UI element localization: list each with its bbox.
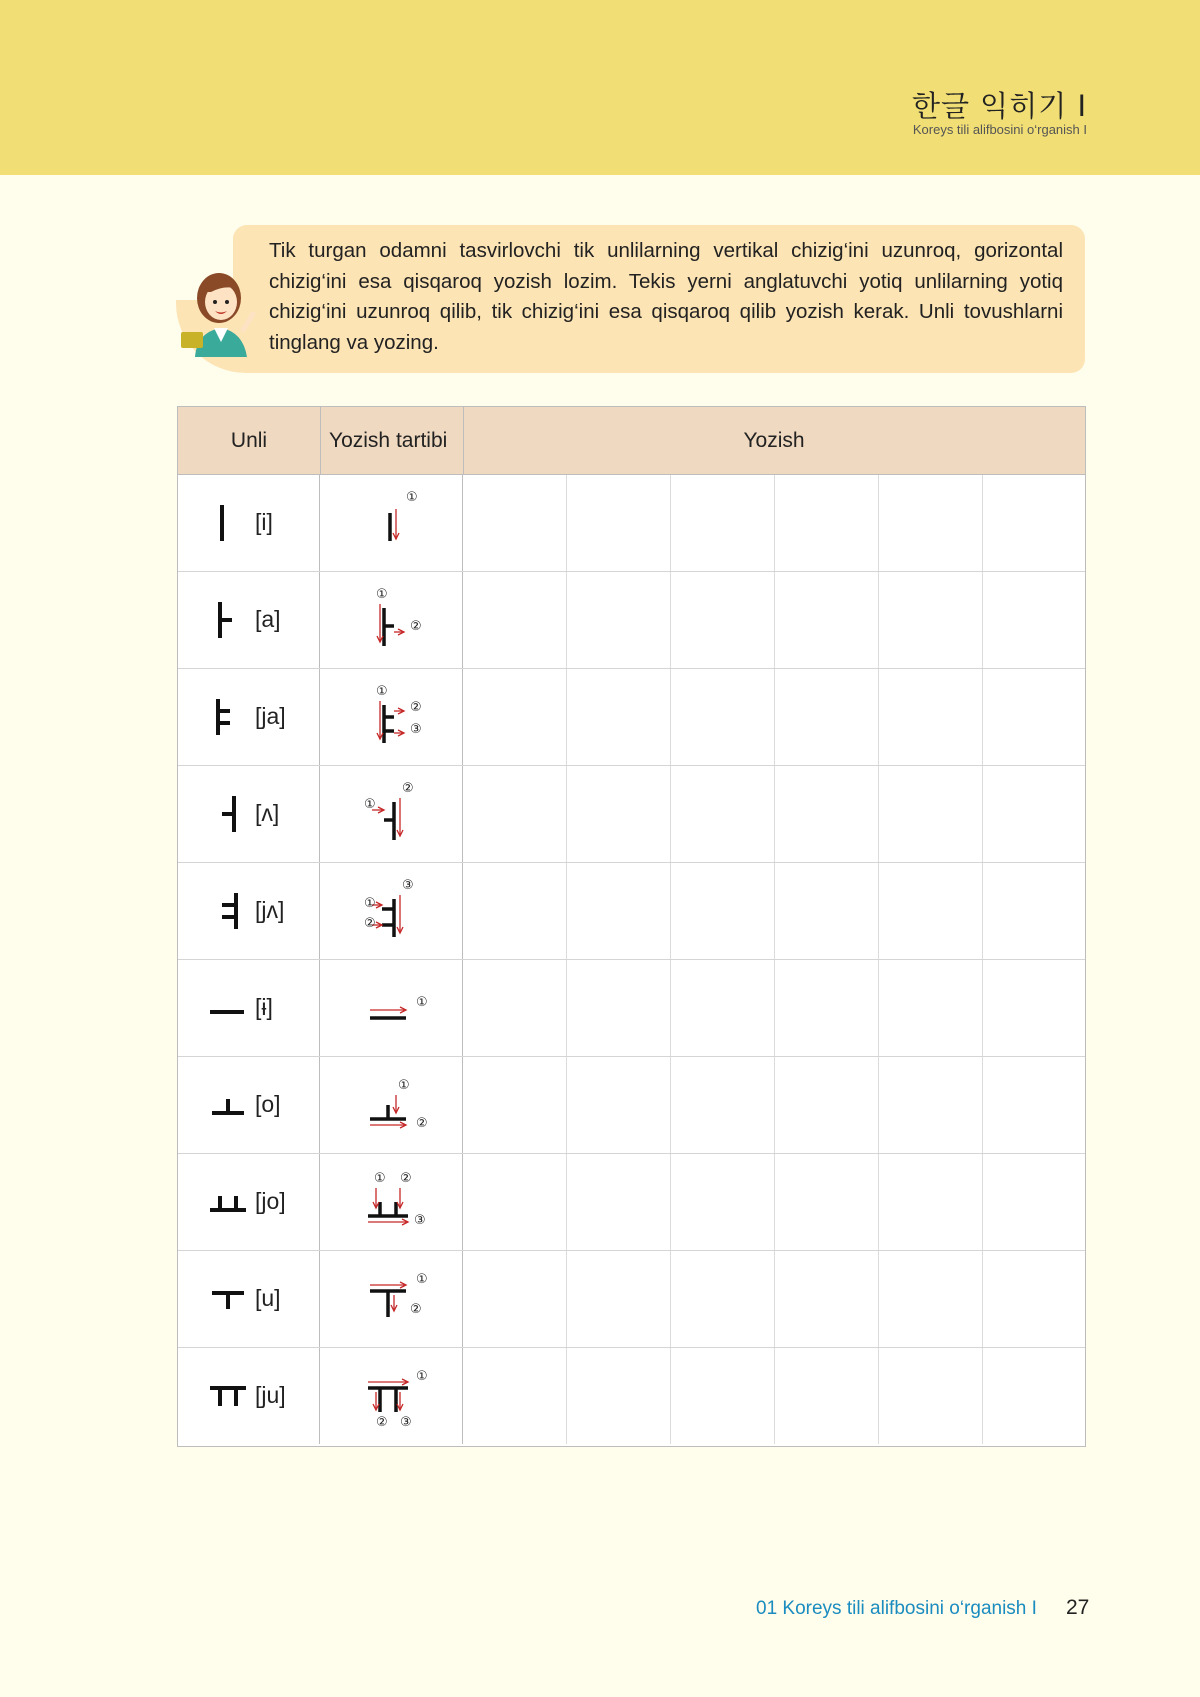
practice-cell[interactable] [879, 1251, 983, 1347]
practice-cell[interactable] [879, 572, 983, 668]
stroke-order-cell [320, 572, 463, 668]
practice-cell[interactable] [983, 1348, 1085, 1444]
practice-cell[interactable] [879, 766, 983, 862]
stroke-order-diagram [348, 770, 436, 860]
vowel-cell [178, 1348, 320, 1444]
vowel-glyph [208, 1083, 252, 1127]
table-row [178, 960, 1085, 1057]
vowel-ipa: [jʌ] [255, 897, 285, 923]
vowel-glyph [208, 598, 252, 642]
vowel-ipa: [a] [255, 606, 281, 632]
stroke-order-cell [320, 669, 463, 765]
header-practice: Yozish [743, 429, 805, 452]
stroke-number: ② [400, 1171, 412, 1186]
vowel-ipa: [ju] [255, 1382, 286, 1408]
vowel-glyph [208, 1277, 252, 1321]
vowel-cell [178, 766, 320, 862]
practice-cell[interactable] [671, 863, 775, 959]
stroke-number: ① [406, 490, 418, 505]
stroke-number: ① [374, 1171, 386, 1186]
header-vowel: Unli [230, 429, 268, 452]
vowel-glyph [208, 792, 252, 836]
practice-cell[interactable] [671, 475, 775, 571]
vowel-glyph [208, 501, 252, 545]
practice-cell[interactable] [567, 1251, 671, 1347]
stroke-order-cell [320, 1348, 463, 1444]
stroke-number: ③ [400, 1415, 412, 1430]
page-number: 27 [1066, 1596, 1090, 1619]
practice-cell[interactable] [671, 1154, 775, 1250]
practice-cell[interactable] [671, 1057, 775, 1153]
vowel-ipa: [i] [255, 509, 273, 535]
vowel-glyph [208, 889, 252, 933]
stroke-number: ① [416, 1272, 428, 1287]
practice-cell[interactable] [671, 960, 775, 1056]
stroke-number: ① [364, 797, 376, 812]
practice-cell[interactable] [879, 1154, 983, 1250]
vowel-glyph [208, 1374, 252, 1418]
vowel-ipa: [ja] [255, 703, 286, 729]
vowel-cell [178, 669, 320, 765]
practice-cell[interactable] [775, 1251, 879, 1347]
practice-cell[interactable] [671, 1251, 775, 1347]
practice-cell[interactable] [879, 960, 983, 1056]
practice-cell[interactable] [567, 960, 671, 1056]
vowel-ipa: [ʌ] [255, 800, 280, 826]
teacher-illustration-icon [181, 262, 261, 362]
practice-cell[interactable] [879, 1057, 983, 1153]
stroke-order-cell [320, 475, 463, 571]
practice-cell[interactable] [775, 1057, 879, 1153]
practice-cell[interactable] [775, 863, 879, 959]
practice-cell[interactable] [983, 863, 1085, 959]
table-row [178, 669, 1085, 766]
vowel-glyph [208, 695, 252, 739]
table-row [178, 572, 1085, 669]
practice-cell[interactable] [463, 1251, 567, 1347]
stroke-order-diagram [348, 1255, 436, 1345]
header-order: Yozish tartibi [329, 429, 448, 452]
footer-chapter: 01 Koreys tili alifbosini o‘rganish I [756, 1598, 1037, 1619]
vowel-cell [178, 1154, 320, 1250]
practice-cell[interactable] [567, 475, 671, 571]
practice-cell[interactable] [983, 572, 1085, 668]
vowel-table [177, 406, 1086, 1447]
practice-cell[interactable] [983, 766, 1085, 862]
stroke-number: ① [416, 995, 428, 1010]
practice-cell[interactable] [463, 1057, 567, 1153]
table-row [178, 1348, 1085, 1445]
practice-cell[interactable] [671, 572, 775, 668]
practice-cell[interactable] [567, 669, 671, 765]
practice-cell[interactable] [567, 572, 671, 668]
stroke-order-cell [320, 863, 463, 959]
stroke-order-diagram [348, 1352, 436, 1442]
stroke-order-cell [320, 1057, 463, 1153]
vowel-ipa: [jo] [255, 1188, 286, 1214]
stroke-order-diagram [348, 576, 436, 666]
vowel-ipa: [u] [255, 1285, 281, 1311]
practice-cell[interactable] [463, 475, 567, 571]
practice-cell[interactable] [983, 1154, 1085, 1250]
practice-cell[interactable] [775, 475, 879, 571]
table-row [178, 1154, 1085, 1251]
header-divider [320, 407, 321, 474]
stroke-order-cell [320, 1154, 463, 1250]
practice-cell[interactable] [463, 766, 567, 862]
stroke-number: ② [416, 1116, 428, 1131]
practice-cell[interactable] [463, 669, 567, 765]
vowel-cell [178, 1057, 320, 1153]
practice-cell[interactable] [567, 766, 671, 862]
instruction-text: Tik turgan odamni tasvirlovchi tik unlilarning vertikal chizig‘ini uzunroq, gorizontal chizig‘ini esa qisqaroq yozish lozim. Tekis yerni anglatuvchi yotiq unlilarning yotiq chizig‘ini uzunroq qilib, tik chizig‘ini esa qisqaroq qilib yozish kerak. Unli tovushlarni tinglang va yozing. [269, 239, 1063, 354]
stroke-order-diagram [348, 964, 436, 1054]
practice-cell[interactable] [463, 572, 567, 668]
stroke-order-diagram [348, 1158, 436, 1248]
practice-cell[interactable] [567, 1057, 671, 1153]
stroke-order-diagram [348, 1061, 436, 1151]
vowel-glyph [208, 986, 252, 1030]
page-subtitle: Koreys tili alifbosini o‘rganish I [912, 122, 1087, 137]
vowel-cell [178, 960, 320, 1056]
stroke-number: ② [410, 1302, 422, 1317]
practice-cell[interactable] [983, 960, 1085, 1056]
stroke-number: ③ [402, 878, 414, 893]
practice-cell[interactable] [879, 669, 983, 765]
stroke-number: ② [364, 916, 376, 931]
practice-cell[interactable] [879, 863, 983, 959]
stroke-number: ① [398, 1078, 410, 1093]
practice-cell[interactable] [983, 475, 1085, 571]
vowel-glyph [208, 1180, 252, 1224]
practice-cell[interactable] [879, 1348, 983, 1444]
vowel-cell [178, 572, 320, 668]
practice-cell[interactable] [983, 669, 1085, 765]
stroke-number: ① [376, 587, 388, 602]
table-row [178, 1057, 1085, 1154]
stroke-number: ② [402, 781, 414, 796]
practice-cell[interactable] [463, 1154, 567, 1250]
vowel-ipa: [ɨ] [255, 994, 273, 1020]
practice-cell[interactable] [775, 960, 879, 1056]
vowel-cell [178, 475, 320, 571]
table-row [178, 863, 1085, 960]
stroke-number: ① [416, 1369, 428, 1384]
stroke-number: ② [410, 619, 422, 634]
practice-cell[interactable] [775, 1154, 879, 1250]
practice-cell[interactable] [671, 1348, 775, 1444]
stroke-order-diagram [348, 479, 436, 569]
practice-cell[interactable] [775, 572, 879, 668]
practice-cell[interactable] [775, 669, 879, 765]
stroke-number: ③ [414, 1213, 426, 1228]
table-row [178, 1251, 1085, 1348]
table-row [178, 766, 1085, 863]
practice-cell[interactable] [879, 475, 983, 571]
practice-cell[interactable] [463, 960, 567, 1056]
stroke-number: ③ [410, 722, 422, 737]
stroke-order-diagram [348, 673, 436, 763]
header-divider [463, 407, 464, 474]
stroke-number: ② [410, 700, 422, 715]
practice-cell[interactable] [671, 766, 775, 862]
practice-cell[interactable] [463, 863, 567, 959]
stroke-order-cell [320, 960, 463, 1056]
practice-cell[interactable] [463, 1348, 567, 1444]
practice-cell[interactable] [567, 863, 671, 959]
practice-cell[interactable] [567, 1154, 671, 1250]
vowel-cell [178, 863, 320, 959]
table-row [178, 475, 1085, 572]
stroke-order-diagram [348, 867, 436, 957]
page-title: 한글 익히기 I [911, 89, 1087, 123]
practice-cell[interactable] [983, 1057, 1085, 1153]
practice-cell[interactable] [671, 669, 775, 765]
vowel-cell [178, 1251, 320, 1347]
practice-cell[interactable] [775, 766, 879, 862]
table-header [178, 407, 1085, 475]
stroke-order-cell [320, 1251, 463, 1347]
stroke-number: ① [376, 684, 388, 699]
practice-cell[interactable] [983, 1251, 1085, 1347]
vowel-ipa: [o] [255, 1091, 281, 1117]
practice-cell[interactable] [775, 1348, 879, 1444]
stroke-order-cell [320, 766, 463, 862]
stroke-number: ① [364, 896, 376, 911]
practice-cell[interactable] [567, 1348, 671, 1444]
stroke-number: ② [376, 1415, 388, 1430]
